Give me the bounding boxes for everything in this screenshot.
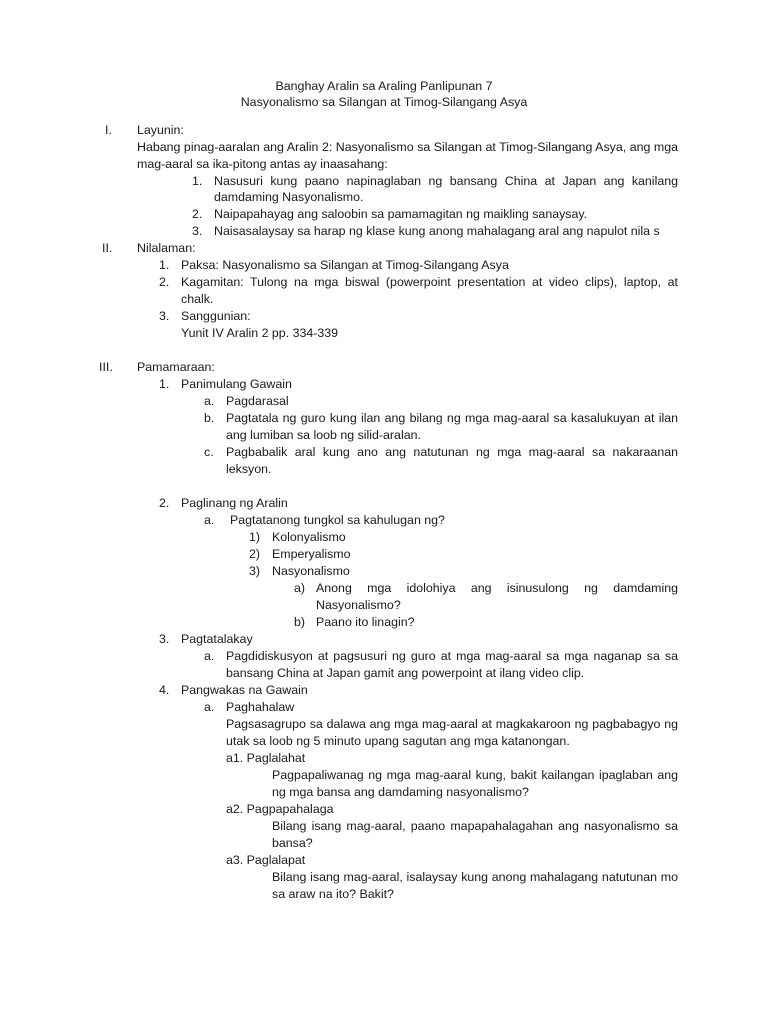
intro-text: Habang pinag-aaralan ang Aralin 2: Nasyonalismo sa Silangan at Timog-Silangang Asya, ang mga — [137, 140, 678, 154]
list-number: 3. — [159, 309, 170, 323]
sub-heading: a2. Pagpapahalaga — [226, 802, 334, 816]
paragraph: Bilang isang mag-aaral, isalaysay kung anong mahalagang natutunan mo — [272, 870, 678, 884]
list-item: Paano ito linagin? — [316, 615, 415, 629]
list-item: Nasyonalismo — [272, 564, 350, 578]
list-item: Pagtatanong tungkol sa kahulugan ng? — [230, 513, 445, 527]
list-letter: a. — [204, 513, 215, 527]
section-heading: Pamamaraan: — [137, 360, 215, 374]
paragraph: Bilang isang mag-aaral, paano mapapahalagahan ang nasyonalismo sa — [272, 819, 678, 833]
list-number: 3) — [249, 564, 261, 578]
subsection-heading: Pangwakas na Gawain — [181, 683, 308, 697]
list-item: Kagamitan: Tulong na mga biswal (powerpoint presentation at video clips), laptop, at — [181, 275, 678, 289]
section-number: II. — [102, 241, 113, 255]
list-number: 2. — [159, 496, 170, 510]
sub-heading: a3. Paglalapat — [226, 853, 306, 867]
subsection-heading: Paglinang ng Aralin — [181, 496, 288, 510]
list-item: Kolonyalismo — [272, 530, 346, 544]
list-number: 1. — [192, 174, 203, 188]
list-number: 1. — [159, 377, 170, 391]
list-item: Pagdidiskusyon at pagsusuri ng guro at mga mag-aaral sa mga naganap sa sa — [226, 649, 678, 663]
list-item: Naipapahayag ang saloobin sa pamamagitan ng maikling sanaysay. — [214, 207, 588, 221]
list-letter: a. — [204, 700, 215, 714]
document-title: Banghay Aralin sa Araling Panlipunan 7 — [275, 79, 493, 93]
list-item: Anong mga idolohiya ang isinusulong ng damdaming — [316, 581, 678, 595]
paragraph: utak sa loob ng 5 minuto upang sagutan ang mga katanongan. — [226, 734, 570, 748]
list-number: 1. — [159, 258, 170, 272]
subsection-heading: Pagtatalakay — [181, 632, 253, 646]
list-item: chalk. — [181, 292, 214, 306]
paragraph: Pagsasagrupo sa dalawa ang mga mag-aaral at magkakaroon ng pagbabagyo ng — [226, 717, 678, 731]
section-heading: Nilalaman: — [137, 241, 196, 255]
list-number: 3. — [159, 632, 170, 646]
list-item: Naisasalaysay sa harap ng klase kung anong mahalagang aral ang napulot nila s — [214, 224, 660, 238]
list-item: Nasyonalismo? — [316, 598, 401, 612]
intro-text: mag-aaral sa ika-pitong antas ay inaasahang: — [137, 157, 388, 171]
list-letter: a. — [204, 649, 215, 663]
list-item: Paksa: Nasyonalismo sa Silangan at Timog-Silangang Asya — [181, 258, 509, 272]
list-item: Pagtatala ng guro kung ilan ang bilang ng mga mag-aaral sa kasalukuyan at ilan — [226, 411, 678, 425]
section-heading: Layunin: — [137, 123, 184, 137]
list-item: Paghahalaw — [226, 700, 295, 714]
document-subtitle: Nasyonalismo sa Silangan at Timog-Silangang Asya — [240, 95, 528, 109]
list-item: ang lumiban sa loob ng silid-aralan. — [226, 428, 421, 442]
list-letter: a) — [294, 581, 306, 595]
sub-heading: a1. Paglalahat — [226, 751, 306, 765]
list-item: Yunit IV Aralin 2 pp. 334-339 — [181, 326, 339, 340]
list-number: 3. — [192, 224, 203, 238]
list-number: 2) — [249, 547, 261, 561]
list-letter: b) — [294, 615, 306, 629]
list-item: Emperyalismo — [272, 547, 351, 561]
paragraph: Pagpapaliwanag ng mga mag-aaral kung, bakit kailangan ipaglaban ang — [272, 768, 678, 782]
paragraph: ng mga bansa ang damdaming nasyonalismo? — [272, 785, 529, 799]
list-item: bansang China at Japan gamit ang powerpoint at ilang video clip. — [226, 666, 585, 680]
list-number: 1) — [249, 530, 261, 544]
subsection-heading: Panimulang Gawain — [181, 377, 292, 391]
list-item: Pagdarasal — [226, 394, 289, 408]
list-item: Pagbabalik aral kung ano ang natutunan ng mga mag-aaral sa nakaraanan — [226, 445, 678, 459]
list-item: leksyon. — [226, 462, 272, 476]
list-number: 2. — [192, 207, 203, 221]
list-letter: b. — [204, 411, 215, 425]
paragraph: sa araw na ito? Bakit? — [272, 887, 394, 901]
list-item: Sanggunian: — [181, 309, 251, 323]
list-item: Nasusuri kung paano napinaglaban ng bansang China at Japan ang kanilang — [214, 174, 678, 188]
list-letter: c. — [204, 445, 214, 459]
section-number: III. — [99, 360, 113, 374]
list-letter: a. — [204, 394, 215, 408]
section-number: I. — [105, 123, 112, 137]
list-number: 4. — [159, 683, 170, 697]
paragraph: bansa? — [272, 836, 313, 850]
list-number: 2. — [159, 275, 170, 289]
list-item: damdaming Nasyonalismo. — [214, 190, 364, 204]
